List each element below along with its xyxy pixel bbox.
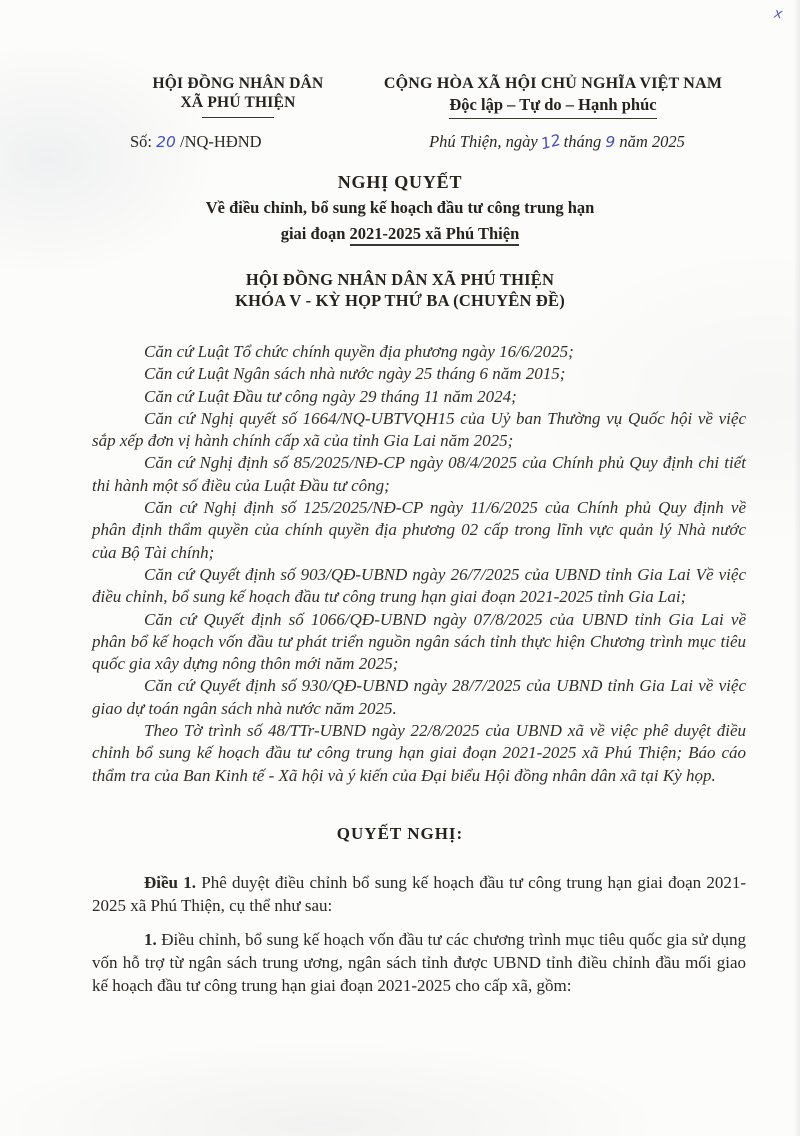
clause-1	[92, 928, 746, 997]
document-header	[0, 0, 800, 119]
preamble-paragraph: Căn cứ Quyết định số 930/QĐ-UBND ngày 28/7/2025 của UBND tỉnh Gia Lai về việc giao dự toán ngân sách nhà nước năm 2025.	[92, 676, 746, 718]
place-date-suffix: năm 2025	[619, 132, 685, 151]
clause-1-label: 1.	[144, 929, 157, 949]
doc-type-title: NGHỊ QUYẾT	[337, 172, 463, 192]
document-number	[122, 132, 362, 152]
place-date-middle: tháng	[563, 132, 602, 151]
preamble-paragraph: Căn cứ Nghị định số 125/2025/NĐ-CP ngày 11/6/2025 của Chính phủ Quy định về phân định thẩm quyền của chính quyền địa phương 02 cấp trong lĩnh vực quản lý Nhà nước của Bộ Tài chính;	[92, 498, 746, 562]
articles-section	[0, 871, 800, 997]
subject-line-2	[0, 222, 800, 245]
handwritten-day: 12	[538, 130, 563, 154]
national-motto: Độc lập – Tự do – Hạnh phúc	[449, 94, 656, 119]
issuer-line-1: HỘI ĐỒNG NHÂN DÂN XÃ PHÚ THIỆN	[245, 270, 555, 289]
article-1-label: Điều 1.	[144, 872, 196, 892]
reference-row	[0, 119, 800, 152]
national-title: CỘNG HÒA XÃ HỘI CHỦ NGHĨA VIỆT NAM	[383, 75, 723, 92]
place-date-prefix: Phú Thiện, ngày	[429, 132, 538, 151]
authority-line-1: HỘI ĐỒNG NHÂN DÂN	[152, 75, 324, 92]
preamble-paragraph: Căn cứ Luật Tổ chức chính quyền địa phương ngày 16/6/2025;	[144, 342, 574, 361]
issuer-block	[0, 269, 800, 311]
handwritten-doc-number: 20	[156, 133, 176, 151]
issuer-line-2: KHÓA V - KỲ HỌP THỨ BA (CHUYÊN ĐỀ)	[235, 291, 565, 310]
preamble-paragraph: Căn cứ Quyết định số 903/QĐ-UBND ngày 26/7/2025 của UBND tỉnh Gia Lai Về việc điều chỉnh, bổ sung kế hoạch đầu tư công trung hạn giai đoạn 2021-2025 tỉnh Gia Lai;	[92, 564, 746, 607]
preamble-paragraph: Theo Tờ trình số 48/TTr-UBND ngày 22/8/2025 của UBND xã về việc phê duyệt điều chỉnh bổ sung kế hoạch đầu tư công trung hạn giai đoạn 2021-2025 xã Phú Thiện; Báo cáo thẩm tra của Ban Kinh tế - Xã hội và ý kiến của Đại biểu Hội đồng nhân dân xã tại Kỳ họp.	[92, 721, 746, 785]
place-date-line	[362, 132, 752, 152]
handwritten-month: 9	[605, 133, 616, 151]
preamble-paragraph: Căn cứ Nghị quyết số 1664/NQ-UBTVQH15 của Uỷ ban Thường vụ Quốc hội về việc sắp xếp đơn vị hành chính cấp xã của tỉnh Gia Lai năm 2025;	[92, 408, 746, 451]
clause-1-text: Điều chỉnh, bổ sung kế hoạch vốn đầu tư các chương trình mục tiêu quốc gia sử dụng vốn hỗ trợ từ ngân sách trung ương, ngân sách tỉnh được UBND tỉnh điều chỉnh đầu mối giao kế hoạch đầu tư công trung hạn giai đoạn 2021-2025 cho cấp xã, gồm:	[92, 929, 746, 995]
article-1-text: Phê duyệt điều chỉnh bổ sung kế hoạch đầu tư công trung hạn giai đoạn 2021-2025 xã Phú Thiện, cụ thể như sau:	[92, 872, 747, 915]
preamble-paragraph: Căn cứ Nghị định số 85/2025/NĐ-CP ngày 08/4/2025 của Chính phủ Quy định chi tiết thi hành một số điều của Luật Đầu tư công;	[92, 453, 746, 495]
preamble-paragraph: Căn cứ Luật Ngân sách nhà nước ngày 25 tháng 6 năm 2015;	[144, 364, 566, 384]
authority-underline-rule	[202, 117, 274, 118]
national-header-block	[354, 74, 752, 119]
subject-line-2-underlined: 2021-2025 xã Phú Thiện	[350, 224, 520, 246]
issuing-authority-block	[122, 74, 354, 119]
title-block	[0, 172, 800, 245]
doc-number-suffix: /NQ-HĐND	[180, 132, 262, 151]
handwritten-x-mark: x	[772, 5, 784, 23]
resolution-heading: QUYẾT NGHỊ:	[336, 823, 464, 843]
subject-line-2-prefix: giai đoạn	[280, 224, 350, 243]
preamble-paragraph: Căn cứ Luật Đầu tư công ngày 29 tháng 11 năm 2024;	[144, 386, 517, 406]
preamble-section	[0, 341, 800, 787]
preamble-paragraph: Căn cứ Quyết định số 1066/QĐ-UBND ngày 07/8/2025 của UBND tỉnh Gia Lai về phân bổ kế hoạch vốn đầu tư phát triển nguồn ngân sách tỉnh thực hiện Chương trình mục tiêu quốc gia xây dựng nông thôn mới năm 2025;	[92, 609, 746, 674]
subject-line-1: Về điều chỉnh, bổ sung kế hoạch đầu tư công trung hạn	[205, 198, 595, 217]
doc-number-label: Số:	[130, 132, 153, 151]
authority-line-2: XÃ PHÚ THIỆN	[180, 94, 296, 111]
article-1	[92, 871, 746, 917]
